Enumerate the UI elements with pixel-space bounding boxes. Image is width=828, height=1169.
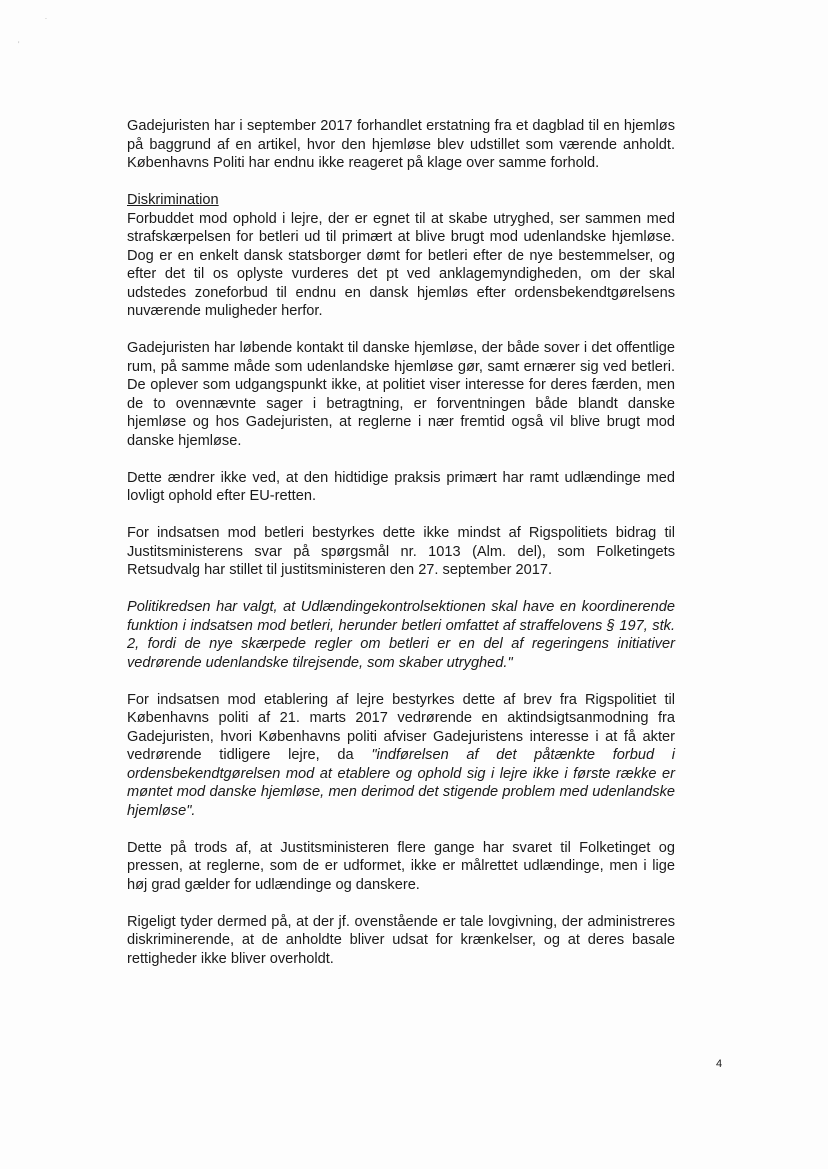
inline-quote: "indførelsen af det påtænkte forbud i ordensbekendtgørelsen mod at etablere og ophold sig i lejre ikke i første række er møntet mod danske hjemløse, men derimod det stigende problem med udenlandske hjemløse".	[127, 747, 675, 819]
document-body	[127, 117, 675, 968]
paragraph: Rigeligt tyder dermed på, at der jf. ovenstående er tale lovgivning, der administreres diskriminerende, at de anholdte bliver udsat for krænkelser, og at deres basale rettigheder ikke bliver overholdt.	[127, 913, 675, 967]
scan-artifact: ʼ	[18, 42, 20, 49]
paragraph: Forbuddet mod ophold i lejre, der er egnet til at skabe utryghed, ser sammen med strafskærpelsen for betleri ud til primært at blive brugt mod udenlandske hjemløse. Dog er en enkelt dansk statsborger dømt for betleri efter de nye bestemmelser, og efter det til os oplyste vurderes det pt ved anklagemyndigheden, om der skal udstedes zoneforbud til endnu en dansk hjemløs efter ordensbekendtgørelsens nuværende muligheder herfor.	[127, 210, 675, 319]
paragraph: Gadejuristen har i september 2017 forhandlet erstatning fra et dagblad til en hjemløs på baggrund af en artikel, hvor den hjemløse blev udstillet som værende anholdt. Københavns Politi har endnu ikke reageret på klage over samme forhold.	[127, 118, 675, 171]
paragraph-text: For indsatsen mod etablering af lejre bestyrkes dette af brev fra Rigspolitiet til Københavns politi af 21. marts 2017 vedrørende en aktindsigtsanmodning fra Gadejuristen, hvori Københavns politi afviser Gadejuristens interesse i at få akter vedrørende tidligere lejre, da	[127, 691, 675, 763]
paragraph: Dette ændrer ikke ved, at den hidtidige praksis primært har ramt udlændinge med lovligt ophold efter EU-retten.	[127, 469, 675, 504]
paragraph: For indsatsen mod betleri bestyrkes dette ikke mindst af Rigspolitiets bidrag til Justitsministerens svar på spørgsmål nr. 1013 (Alm. del), som Folketingets Retsudvalg har stillet til justitsministeren den 27. september 2017.	[127, 525, 675, 578]
paragraph: Dette på trods af, at Justitsministeren flere gange har svaret til Folketinget og pressen, at reglerne, som de er udformet, ikke er målrettet udlændinge, men i lige høj grad gælder for udlændinge og danskere.	[127, 839, 675, 893]
block-quote: Politikredsen har valgt, at Udlændingekontrolsektionen skal have en koordinerende funktion i indsatsen mod betleri, herunder betleri omfattet af straffelovens § 197, stk. 2, fordi de nye skærpede regler om betleri er en del af regeringens initiativer vedrørende udenlandske tilrejsende, som skaber utryghed."	[127, 599, 675, 671]
paragraph: Gadejuristen har løbende kontakt til danske hjemløse, der både sover i det offentlige rum, på samme måde som udenlandske hjemløse gør, samt ernærer sig ved betleri. De oplever som udgangspunkt ikke, at politiet viser interesse for deres færden, men de to ovennævnte sager i betragtning, er forventningen både blandt danske hjemløse og hos Gadejuristen, at reglerne i nær fremtid også vil blive brugt mod danske hjemløse.	[127, 340, 675, 449]
scan-artifact: .	[45, 14, 47, 21]
section-heading: Diskrimination	[127, 192, 219, 208]
paragraph	[127, 691, 675, 821]
page-number: 4	[716, 1058, 723, 1070]
